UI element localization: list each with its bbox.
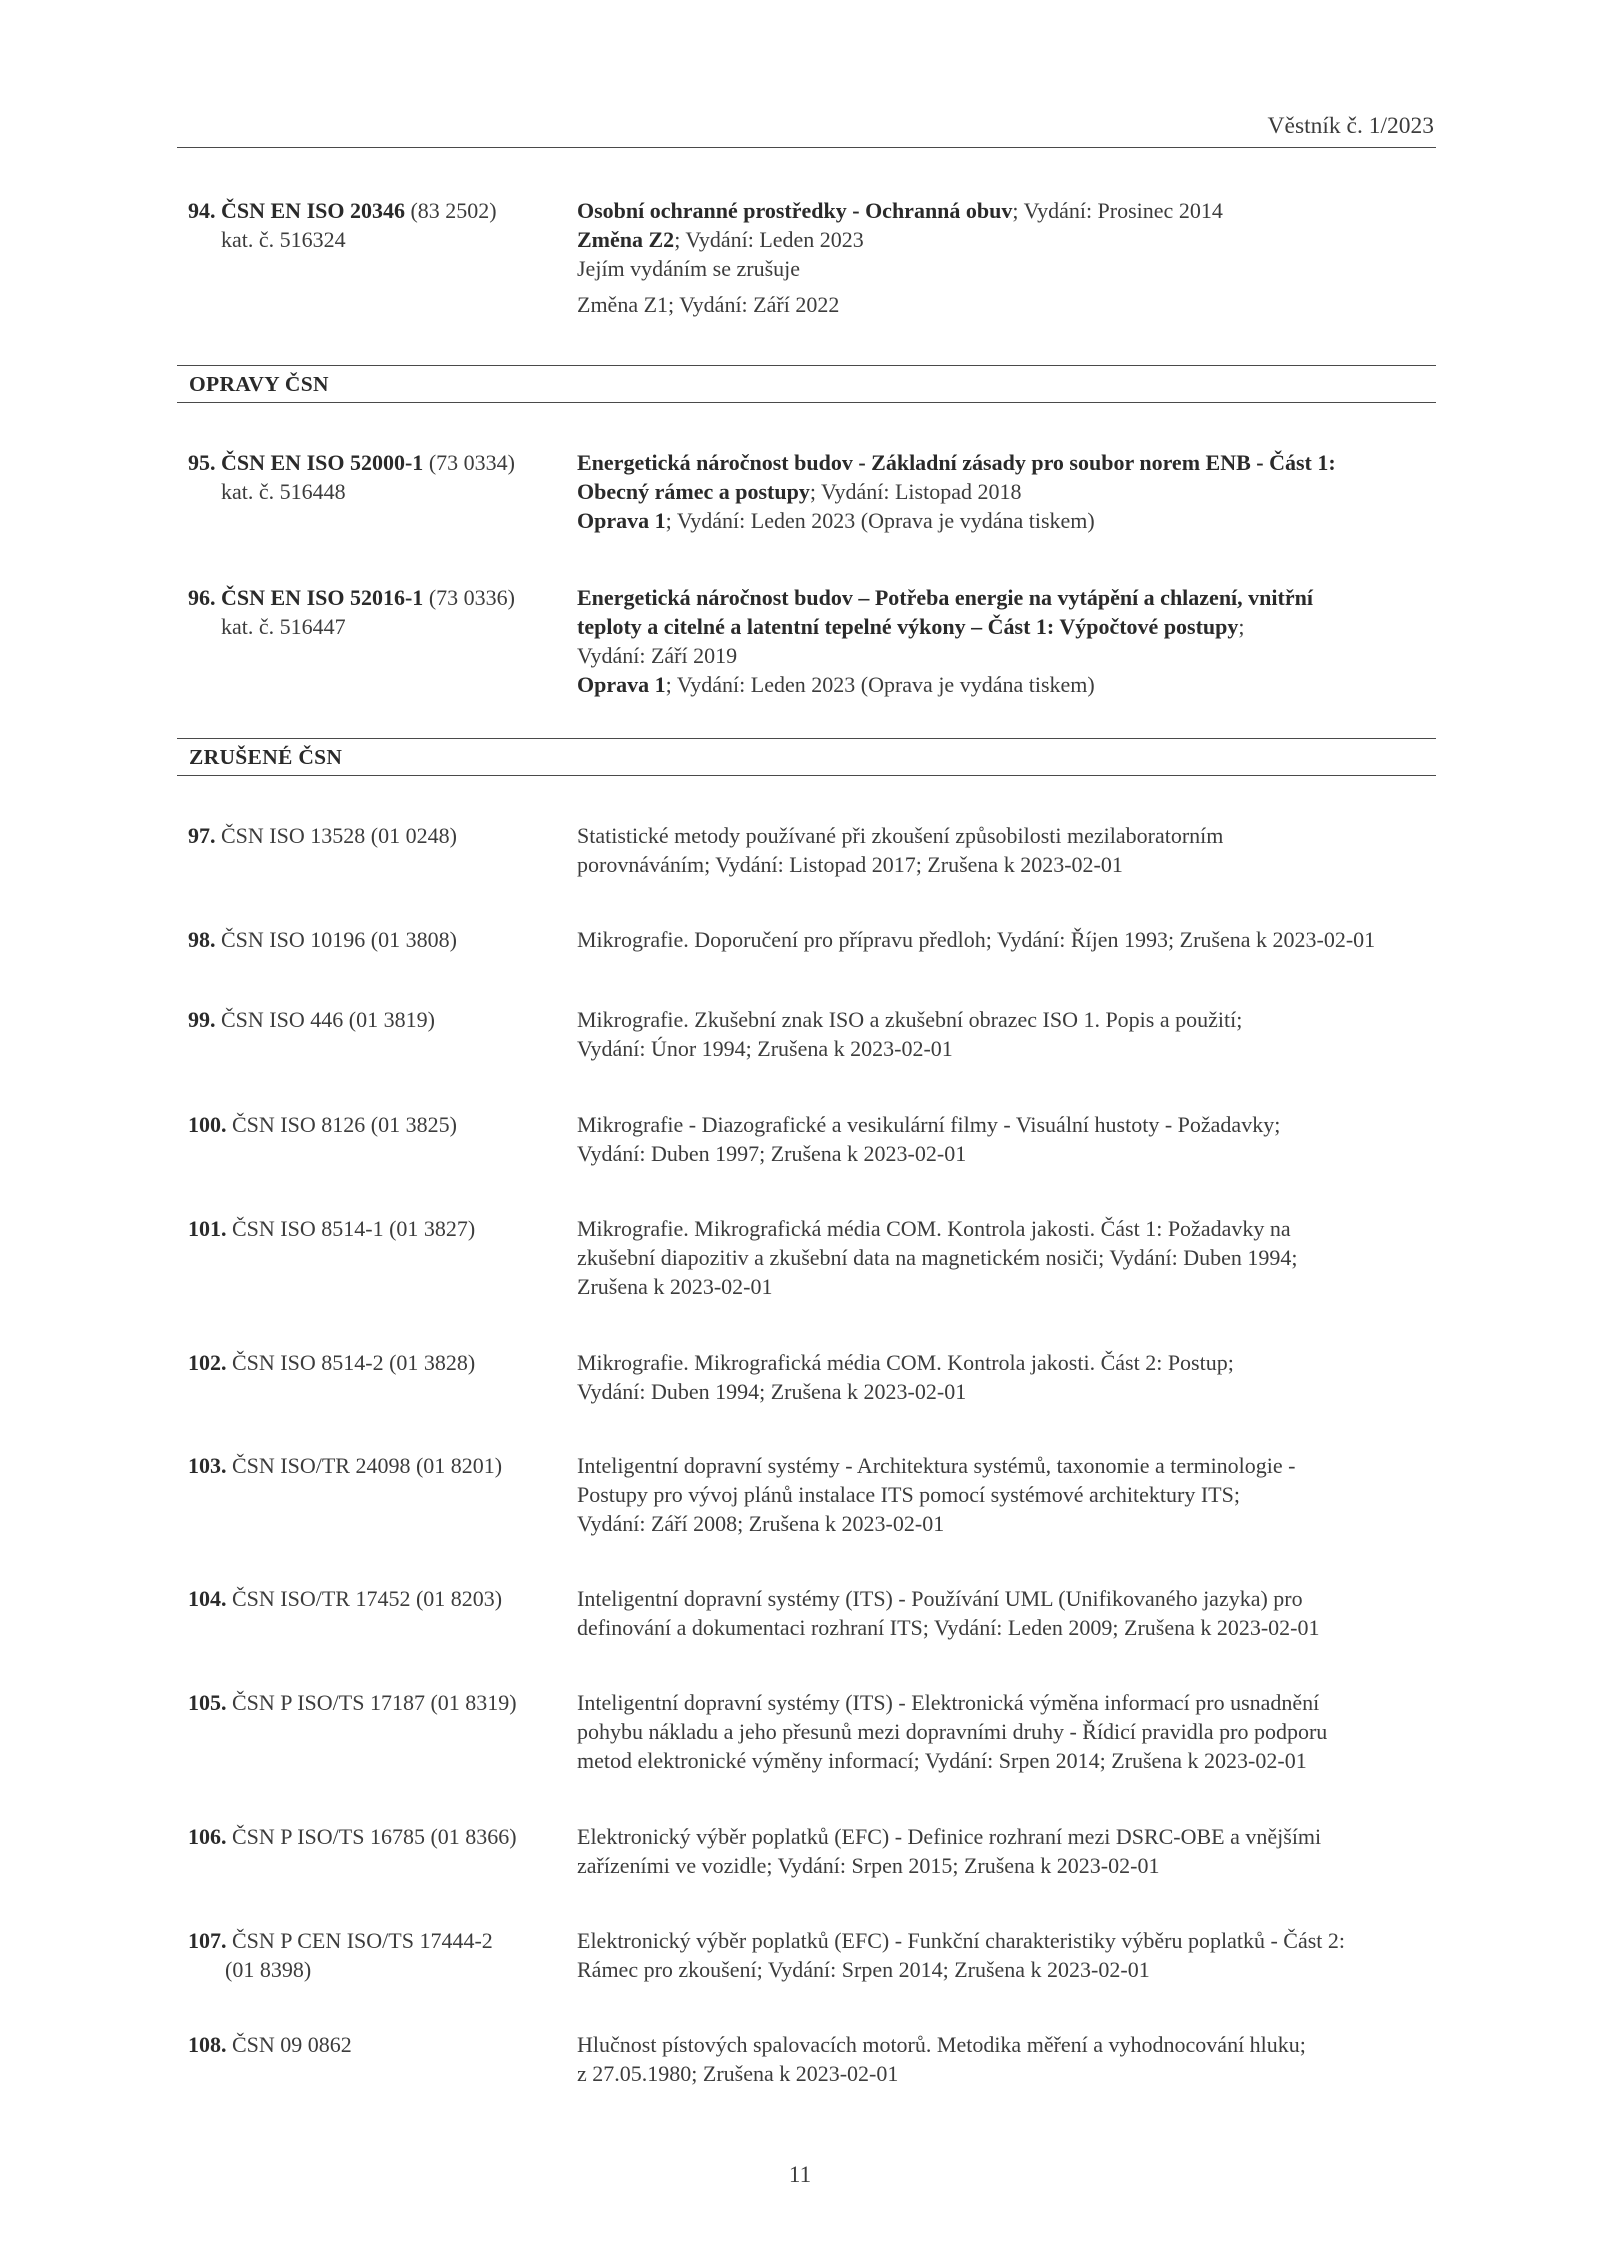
description-line: Vydání: Únor 1994; Zrušena k 2023-02-01 [577, 1036, 953, 1061]
description-line: Vydání: Duben 1994; Zrušena k 2023-02-01 [577, 1379, 967, 1404]
entry-identifier [188, 1214, 558, 1243]
description-line: Zrušena k 2023-02-01 [577, 1274, 773, 1299]
description-line: z 27.05.1980; Zrušena k 2023-02-01 [577, 2061, 899, 2086]
entry-number: 97. [188, 823, 216, 848]
entry-number: 96. [188, 585, 216, 610]
entry-description [577, 196, 1447, 319]
standard-code: ČSN EN ISO 52016-1 [221, 585, 424, 610]
standard-code: ČSN EN ISO 52000-1 [221, 450, 424, 475]
entry-description [577, 1688, 1447, 1775]
description-line: Elektronický výběr poplatků (EFC) - Funkční charakteristiky výběru poplatků - Část 2: [577, 1928, 1346, 1953]
entry-identifier [188, 1451, 558, 1480]
description-line: Vydání: Září 2008; Zrušena k 2023-02-01 [577, 1511, 945, 1536]
description-line: Mikrografie - Diazografické a vesikulární filmy - Visuální hustoty - Požadavky; [577, 1112, 1281, 1137]
entry-description [577, 925, 1447, 954]
description-line: Inteligentní dopravní systémy (ITS) - Elektronická výměna informací pro usnadnění [577, 1690, 1320, 1715]
title-bold: Energetická náročnost budov - Základní zásady pro soubor norem ENB - Část 1: [577, 450, 1336, 475]
section-heading-opravy [177, 365, 1436, 403]
entry-description [577, 1822, 1447, 1880]
supersedes-note: Jejím vydáním se zrušuje [577, 256, 801, 281]
title-rest: ; Vydání: Prosinec 2014 [1012, 198, 1223, 223]
entry-number: 105. [188, 1690, 227, 1715]
entry-number: 103. [188, 1453, 227, 1478]
entry-description [577, 821, 1447, 879]
amendment-label: Změna Z2 [577, 227, 675, 252]
description-line: Elektronický výběr poplatků (EFC) - Definice rozhraní mezi DSRC-OBE a vnějšími [577, 1824, 1322, 1849]
entry-number: 106. [188, 1824, 227, 1849]
entry-number: 107. [188, 1928, 227, 1953]
entry-description [577, 1926, 1447, 1984]
description-line: Mikrografie. Mikrografická média COM. Kontrola jakosti. Část 1: Požadavky na [577, 1216, 1291, 1241]
page-header-title: Věstník č. 1/2023 [1267, 113, 1434, 139]
entry-number: 98. [188, 927, 216, 952]
entry-number: 94. [188, 198, 216, 223]
entry-description [577, 448, 1447, 535]
entry-number: 99. [188, 1007, 216, 1032]
classification-code: (73 0334) [423, 450, 515, 475]
entry-description [577, 1110, 1447, 1168]
entry-description [577, 1584, 1447, 1642]
standard-code: ČSN P ISO/TS 16785 (01 8366) [226, 1824, 517, 1849]
standard-code: ČSN ISO 8514-2 (01 3828) [226, 1350, 476, 1375]
standard-code: ČSN 09 0862 [226, 2032, 352, 2057]
standard-code: ČSN ISO/TR 17452 (01 8203) [226, 1586, 503, 1611]
entry-identifier [188, 583, 558, 641]
issue-date: Vydání: Září 2019 [577, 643, 738, 668]
section-title: OPRAVY ČSN [189, 372, 329, 396]
classification-code: (01 8398) [225, 1957, 312, 1982]
description-line: Rámec pro zkoušení; Vydání: Srpen 2014; Zrušena k 2023-02-01 [577, 1957, 1150, 1982]
standard-code: ČSN ISO 13528 (01 0248) [215, 823, 457, 848]
entry-identifier [188, 448, 558, 506]
standard-code: ČSN ISO 8514-1 (01 3827) [226, 1216, 476, 1241]
entry-identifier [188, 1584, 558, 1613]
entry-description [577, 2030, 1447, 2088]
entry-identifier [188, 925, 558, 954]
standard-code: ČSN P CEN ISO/TS 17444-2 [226, 1928, 493, 1953]
entry-number: 95. [188, 450, 216, 475]
entry-number: 104. [188, 1586, 227, 1611]
description-line: Inteligentní dopravní systémy (ITS) - Používání UML (Unifikovaného jazyka) pro [577, 1586, 1303, 1611]
standard-code: ČSN ISO 8126 (01 3825) [226, 1112, 457, 1137]
entry-description [577, 1005, 1447, 1063]
title-bold: Obecný rámec a postupy [577, 479, 810, 504]
title-rest: ; Vydání: Listopad 2018 [809, 479, 1022, 504]
correction-label: Oprava 1 [577, 672, 666, 697]
catalog-number: kat. č. 516448 [221, 479, 346, 504]
standard-code: ČSN ISO/TR 24098 (01 8201) [226, 1453, 503, 1478]
amendment-date: ; Vydání: Leden 2023 [674, 227, 864, 252]
entry-description [577, 583, 1447, 699]
description-line: Postupy pro vývoj plánů instalace ITS pomocí systémové architektury ITS; [577, 1482, 1240, 1507]
entry-identifier [188, 196, 558, 254]
description-line: metod elektronické výměny informací; Vydání: Srpen 2014; Zrušena k 2023-02-01 [577, 1748, 1307, 1773]
description-line: Mikrografie. Zkušební znak ISO a zkušební obrazec ISO 1. Popis a použití; [577, 1007, 1243, 1032]
title-bold: Energetická náročnost budov – Potřeba energie na vytápění a chlazení, vnitřní [577, 585, 1313, 610]
correction-label: Oprava 1 [577, 508, 666, 533]
catalog-number: kat. č. 516324 [221, 227, 346, 252]
entry-description [577, 1348, 1447, 1406]
title-rest: ; [1238, 614, 1245, 639]
description-line: zkušební diapozitiv a zkušební data na magnetickém nosiči; Vydání: Duben 1994; [577, 1245, 1298, 1270]
entry-identifier [188, 1926, 558, 1984]
description-line: Inteligentní dopravní systémy - Architektura systémů, taxonomie a terminologie - [577, 1453, 1296, 1478]
entry-identifier [188, 1005, 558, 1034]
title-bold: teploty a citelné a latentní tepelné výkony – Část 1: Výpočtové postupy [577, 614, 1239, 639]
entry-number: 101. [188, 1216, 227, 1241]
entry-identifier [188, 1348, 558, 1377]
description-line: Mikrografie. Doporučení pro přípravu předloh; Vydání: Říjen 1993; Zrušena k 2023-02-01 [577, 927, 1376, 952]
description-line: zařízeními ve vozidle; Vydání: Srpen 2015; Zrušena k 2023-02-01 [577, 1853, 1160, 1878]
standard-code: ČSN EN ISO 20346 [221, 198, 405, 223]
superseded-amendment: Změna Z1; Vydání: Září 2022 [577, 292, 840, 317]
classification-code: (83 2502) [404, 198, 497, 223]
standard-code: ČSN ISO 10196 (01 3808) [215, 927, 457, 952]
entry-identifier [188, 821, 558, 850]
entry-number: 108. [188, 2032, 227, 2057]
standard-code: ČSN P ISO/TS 17187 (01 8319) [226, 1690, 517, 1715]
description-line: Hlučnost pístových spalovacích motorů. Metodika měření a vyhodnocování hluku; [577, 2032, 1306, 2057]
entry-description [577, 1214, 1447, 1301]
description-line: definování a dokumentaci rozhraní ITS; Vydání: Leden 2009; Zrušena k 2023-02-01 [577, 1615, 1320, 1640]
correction-date: ; Vydání: Leden 2023 (Oprava je vydána tiskem) [665, 672, 1095, 697]
correction-date: ; Vydání: Leden 2023 (Oprava je vydána tiskem) [665, 508, 1095, 533]
description-line: Mikrografie. Mikrografická média COM. Kontrola jakosti. Část 2: Postup; [577, 1350, 1234, 1375]
title-bold: Osobní ochranné prostředky - Ochranná obuv [577, 198, 1013, 223]
entry-number: 100. [188, 1112, 227, 1137]
header-rule [177, 147, 1436, 148]
description-line: porovnáváním; Vydání: Listopad 2017; Zrušena k 2023-02-01 [577, 852, 1123, 877]
catalog-number: kat. č. 516447 [221, 614, 346, 639]
entry-number: 102. [188, 1350, 227, 1375]
entry-identifier [188, 1110, 558, 1139]
entry-identifier [188, 2030, 558, 2059]
standard-code: ČSN ISO 446 (01 3819) [215, 1007, 435, 1032]
description-line: Statistické metody používané při zkoušení způsobilosti mezilaboratorním [577, 823, 1224, 848]
entry-description [577, 1451, 1447, 1538]
entry-identifier [188, 1688, 558, 1717]
page-number: 11 [788, 2162, 812, 2187]
section-heading-zrusene [177, 738, 1436, 776]
description-line: pohybu nákladu a jeho přesunů mezi dopravními druhy - Řídicí pravidla pro podporu [577, 1719, 1328, 1744]
section-title: ZRUŠENÉ ČSN [189, 745, 343, 769]
entry-identifier [188, 1822, 558, 1851]
description-line: Vydání: Duben 1997; Zrušena k 2023-02-01 [577, 1141, 967, 1166]
classification-code: (73 0336) [423, 585, 515, 610]
